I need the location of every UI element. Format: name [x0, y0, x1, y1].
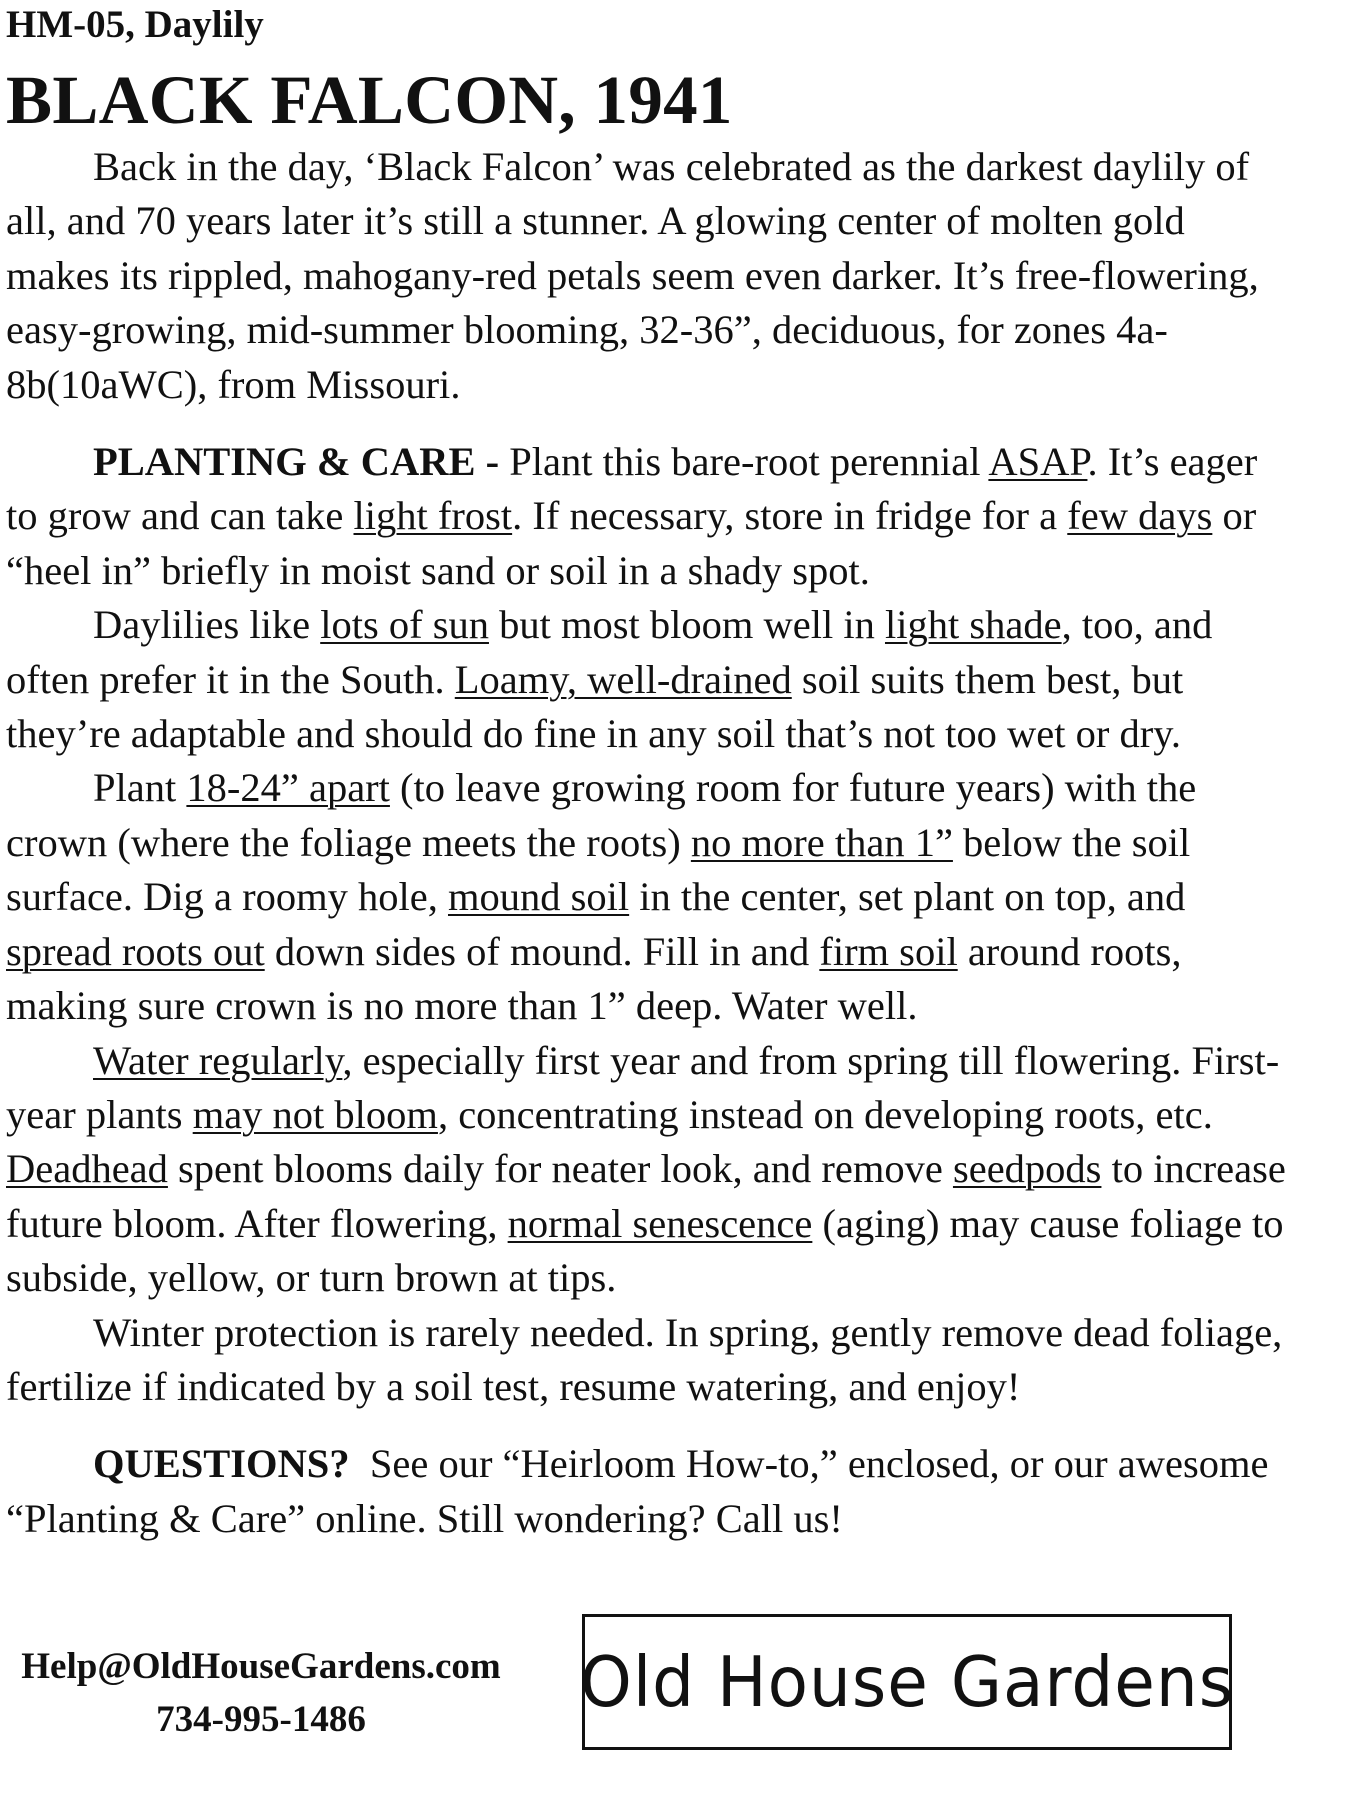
contact-block — [6, 1640, 516, 1746]
questions-heading: QUESTIONS? — [93, 1441, 350, 1487]
sun-paragraph: Daylilies like lots of sun but most bloom well in light shade, too, and often prefer it in the South. Loamy, well-drained soil suits them best, but they’re adaptable and should do fine in any soil that’s not too wet or dry. — [6, 602, 1213, 757]
underlined-term: may not bloom — [192, 1091, 438, 1137]
underlined-term: light shade — [884, 602, 1062, 648]
underlined-term: ASAP — [988, 439, 1088, 485]
email-address[interactable]: Help@OldHouseGardens.com — [21, 1646, 501, 1687]
underlined-term: Water regularly — [93, 1037, 343, 1083]
brand-logo — [579, 1614, 1235, 1750]
underlined-term: Deadhead — [6, 1146, 168, 1192]
underlined-term: seedpods — [952, 1146, 1102, 1192]
water-paragraph: Water regularly, especially first year and from spring till flowering. First-year plants may not bloom, concentrating instead on developing roots, etc. Deadhead spent blooms daily for neater look, and remove seedpods to increase future bloom. After flowering, normal senescence (aging) may cause foliage to subside, yellow, or turn brown at tips. — [6, 1037, 1286, 1301]
underlined-term: mound soil — [447, 874, 630, 920]
underlined-term: 18-24” apart — [186, 765, 390, 811]
underlined-term: few days — [1067, 493, 1213, 539]
planting-paragraph: PLANTING & CARE - Plant this bare-root perennial ASAP. It’s eager to grow and can take light frost. If necessary, store in fridge for a few days or “heel in” briefly in moist sand or soil in a shady spot. — [6, 439, 1258, 593]
product-title: BLACK FALCON, 1941 — [6, 62, 733, 138]
underlined-term: Loamy, well-drained — [454, 656, 792, 702]
planting-heading: PLANTING & CARE - — [93, 439, 500, 485]
underlined-term: light frost — [353, 493, 513, 539]
underlined-term: normal senescence — [507, 1200, 813, 1246]
underlined-term: no more than 1” — [690, 819, 953, 865]
underlined-term: lots of sun — [320, 602, 489, 648]
description-body — [6, 140, 1296, 1546]
brand-logo-text: Old House Gardens — [579, 1641, 1235, 1723]
phone-number[interactable]: 734-995-1486 — [156, 1699, 366, 1740]
underlined-term: spread roots out — [6, 928, 265, 974]
product-code: HM-05, Daylily — [6, 3, 264, 46]
underlined-term: firm soil — [819, 928, 958, 974]
intro-paragraph: Back in the day, ‘Black Falcon’ was celebrated as the darkest daylily of all, and 70 years later it’s still a stunner. A glowing center of molten gold makes its rippled, mahogany-red petals seem even darker. It’s free-flowering, easy-growing, mid-summer blooming, 32-36”, deciduous, for zones 4a-8b(10aWC), from Missouri. — [6, 144, 1259, 407]
winter-paragraph: Winter protection is rarely needed. In spring, gently remove dead foliage, fertilize if indicated by a soil test, resume watering, and enjoy! — [6, 1309, 1283, 1409]
questions-paragraph: QUESTIONS? See our “Heirloom How-to,” enclosed, or our awesome “Planting & Care” online. Still wondering? Call us! — [6, 1441, 1279, 1541]
spacing-paragraph: Plant 18-24” apart (to leave growing room for future years) with the crown (where the foliage meets the roots) no more than 1” below the soil surface. Dig a roomy hole, mound soil in the center, set plant on top, and spread roots out down sides of mound. Fill in and firm soil around roots, making sure crown is no more than 1” deep. Water well. — [6, 765, 1197, 1029]
